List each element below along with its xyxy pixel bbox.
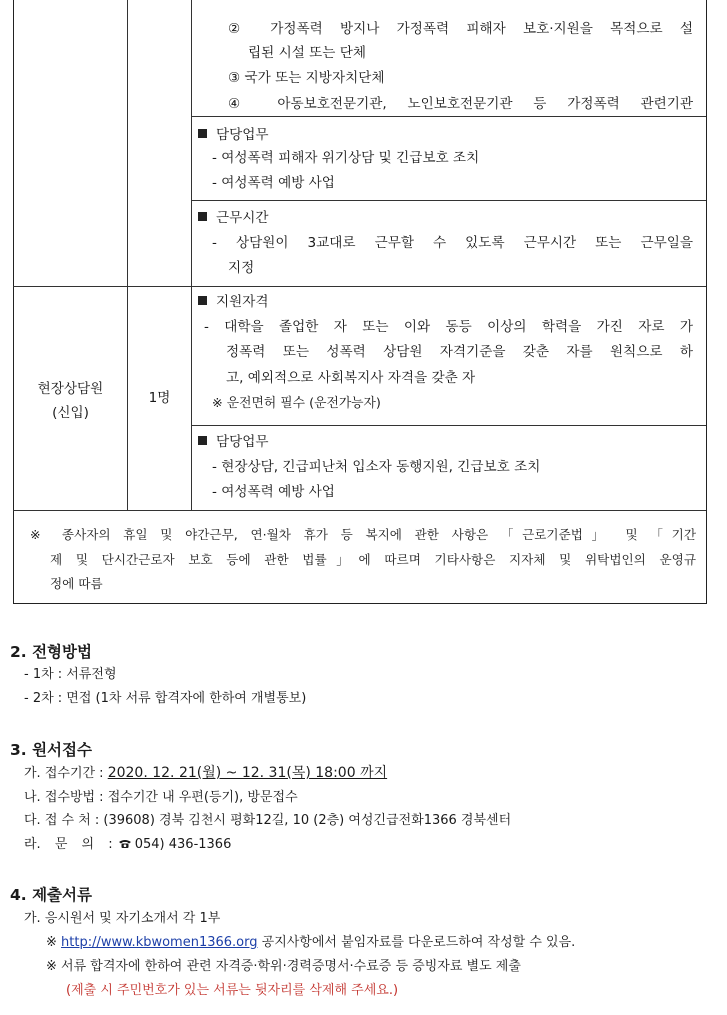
inquiry-phone: 054) 436-1366 xyxy=(134,837,232,852)
table-col-divider-1 xyxy=(127,0,128,510)
table-row-divider xyxy=(191,425,706,426)
section-title: 2. 전형방법 xyxy=(10,643,92,661)
document-item: 가. 응시원서 및 자기소개서 각 1부 xyxy=(24,911,221,926)
period-label: 가. 접수기간 : xyxy=(24,766,108,781)
download-note xyxy=(46,934,575,951)
qualification-line: 고, 예외적으로 사회복지사 자격을 갖춘 자 xyxy=(226,370,476,386)
duty-item: - 현장상담, 긴급피난처 입소자 동행지원, 긴급보호 조치 xyxy=(212,459,541,475)
duty-item: - 여성폭력 예방 사업 xyxy=(212,175,335,191)
period-value: 2020. 12. 21(월) ~ 12. 31(목) 18:00 까지 xyxy=(107,765,388,781)
heading-text: 지원자격 xyxy=(216,294,269,310)
inquiry-label: 라. 문 의 : xyxy=(24,837,113,852)
table-row-divider xyxy=(13,286,706,287)
welfare-note-line: 제 및 단시간근로자 보호 등에 관한 법률」에 따르며 기타사항은 지자체 및 위탁법인의 운영규 xyxy=(50,552,696,567)
table-col-divider-2 xyxy=(191,0,192,510)
application-period xyxy=(24,765,387,782)
hours-line: 지정 xyxy=(228,260,255,276)
note-text: 공지사항에서 붙임자료를 다운로드하여 작성할 수 있음. xyxy=(257,935,576,950)
job-table xyxy=(13,0,707,604)
position-subtitle: (신입) xyxy=(52,405,89,421)
hours-heading xyxy=(198,210,269,227)
square-bullet-icon xyxy=(198,212,207,221)
hours-line: - 상담원이 3교대로 근무할 수 있도록 근무시간 또는 근무일을 xyxy=(212,235,693,251)
application-method: 나. 접수방법 : 접수기간 내 우편(등기), 방문접수 xyxy=(24,790,298,805)
inquiry xyxy=(24,836,231,853)
table-row-divider xyxy=(191,200,706,201)
heading-text: 담당업무 xyxy=(216,434,269,450)
headcount: 1명 xyxy=(148,390,171,406)
welfare-note-line: ※ 종사자의 휴일 및 야간근무, 연·월차 휴가 등 복지에 관한 사항은 「근로기준법」 및 「기간 xyxy=(30,527,696,542)
duty-item: - 여성폭력 예방 사업 xyxy=(212,484,335,500)
duty-item: - 여성폭력 피해자 위기상담 및 긴급보호 조치 xyxy=(212,150,480,166)
selection-step: - 2차 : 면접 (1차 서류 합격자에 한하여 개별통보) xyxy=(24,691,307,706)
section-title: 4. 제출서류 xyxy=(10,886,92,904)
license-note: ※ 운전면허 필수 (운전가능자) xyxy=(212,396,381,411)
qualification-line: ③ 국가 또는 지방자치단체 xyxy=(228,70,385,86)
heading-text: 근무시간 xyxy=(216,210,269,226)
qualification-line: - 대학을 졸업한 자 또는 이와 동등 이상의 학력을 가진 자로 가 xyxy=(204,319,693,335)
qualification-line: ② 가정폭력 방지나 가정폭력 피해자 보호·지원을 목적으로 설 xyxy=(228,21,693,37)
section-title: 3. 원서접수 xyxy=(10,741,92,759)
phone-icon xyxy=(119,839,131,848)
table-row-divider xyxy=(191,116,706,117)
qualification-line: 립된 시설 또는 단체 xyxy=(248,45,367,61)
homepage-link[interactable]: http://www.kbwomen1366.org xyxy=(61,935,258,950)
selection-step: - 1차 : 서류전형 xyxy=(24,667,117,682)
square-bullet-icon xyxy=(198,129,207,138)
duties-heading xyxy=(198,434,269,451)
duties-heading xyxy=(198,127,269,144)
table-row-divider xyxy=(13,510,706,511)
position-title: 현장상담원 xyxy=(37,381,104,397)
welfare-note-line: 정에 따름 xyxy=(50,576,103,591)
square-bullet-icon xyxy=(198,436,207,445)
heading-text: 담당업무 xyxy=(216,127,269,143)
privacy-warning: (제출 시 주민번호가 있는 서류는 뒷자리를 삭제해 주세요.) xyxy=(66,983,399,998)
qualification-heading xyxy=(198,294,269,311)
application-address: 다. 접 수 처 : (39608) 경북 김천시 평화12길, 10 (2층) 여성긴급전화1366 경북센터 xyxy=(24,813,512,828)
note-mark: ※ xyxy=(46,935,62,950)
evidence-note: ※ 서류 합격자에 한하여 관련 자격증·학위·경력증명서·수료증 등 증빙자료 별도 제출 xyxy=(46,959,521,974)
qualification-line: 정폭력 또는 성폭력 상담원 자격기준을 갖춘 자를 원칙으로 하 xyxy=(226,344,693,360)
square-bullet-icon xyxy=(198,296,207,305)
qualification-line: ④ 아동보호전문기관, 노인보호전문기관 등 가정폭력 관련기관 xyxy=(228,96,693,112)
